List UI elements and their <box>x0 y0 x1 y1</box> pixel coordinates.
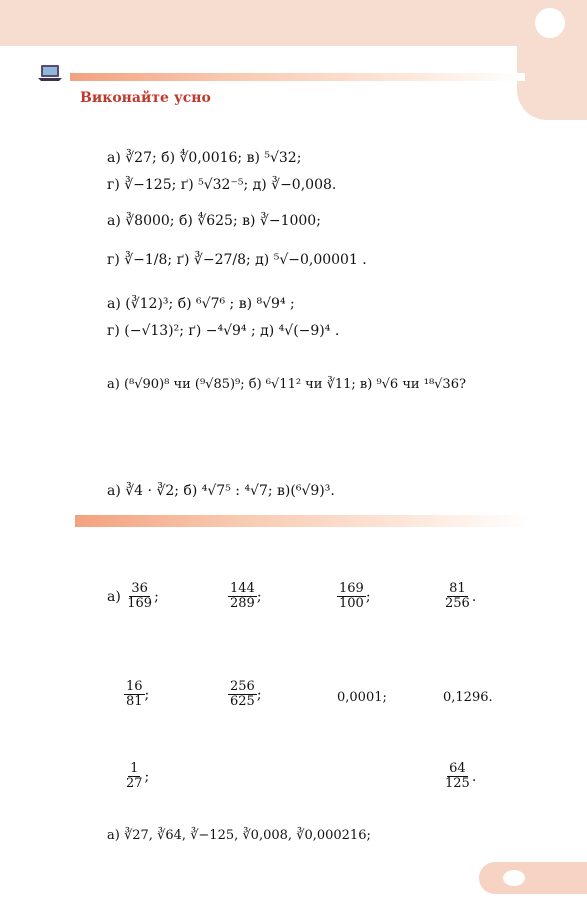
section-band <box>70 73 525 81</box>
fraction: $\frac{144}{289}$ <box>230 581 255 612</box>
page-footer-tab <box>479 862 587 894</box>
fraction: $\frac{256}{625}$ <box>230 679 255 710</box>
decimal-value: 0,1296. <box>443 690 493 705</box>
fraction-item: $\frac{1}{27}$ ; <box>126 761 150 792</box>
fraction-item: $\frac{64}{125}$ . <box>445 761 477 792</box>
fraction-item: $\frac{144}{289}$ ; <box>230 581 262 612</box>
fraction-item: $\frac{16}{81}$ ; <box>126 679 150 710</box>
exercise-line-6: г) (−√13)²; ґ) −⁴√9⁴ ; д) ⁴√(−9)⁴ . <box>107 323 340 339</box>
exercise-line-8: а) ∛4 · ∛2; б) ⁴√7⁵ : ⁴√7; в)(⁶√9)³. <box>107 483 335 499</box>
exercise-line-5: а) (∛12)³; б) ⁶√7⁶ ; в) ⁸√9⁴ ; <box>107 296 295 312</box>
exercise-line-2: г) ∛−125; ґ) ⁵√32⁻⁵; д) ∛−0,008. <box>107 177 337 193</box>
fraction: $\frac{36}{169}$ <box>127 581 153 612</box>
fraction: $\frac{16}{81}$ <box>126 679 143 710</box>
fraction-item: $\frac{81}{256}$ . <box>445 581 477 612</box>
exercise-line-4: г) ∛−1/8; ґ) ∛−27/8; д) ⁵√−0,00001 . <box>107 252 367 268</box>
fraction-row-1: а) $\frac{36}{169}$ ; <box>107 581 159 612</box>
laptop-icon <box>38 64 62 86</box>
footer-dot <box>503 870 525 886</box>
fraction: $\frac{81}{256}$ <box>445 581 470 612</box>
divider-band <box>75 515 530 527</box>
row-label: а) <box>107 588 121 605</box>
exercise-line-7: а) (⁸√90)⁸ чи (⁹√85)⁹; б) ⁶√11² чи ∛11; в) ⁹√6 чи ¹⁸√36? <box>107 377 466 392</box>
fraction: $\frac{169}{100}$ <box>339 581 364 612</box>
decimal-value: 0,0001; <box>337 690 387 705</box>
exercise-line-1: а) ∛27; б) ∜0,0016; в) ⁵√32; <box>107 150 302 166</box>
header-band <box>0 0 587 46</box>
fraction: $\frac{1}{27}$ <box>126 761 143 792</box>
page-dot <box>535 8 565 38</box>
section-title: Виконайте усно <box>80 90 211 106</box>
fraction-item: $\frac{256}{625}$ ; <box>230 679 262 710</box>
exercise-line-3: а) ∛8000; б) ∜625; в) ∛−1000; <box>107 213 321 229</box>
fraction: $\frac{64}{125}$ <box>445 761 470 792</box>
exercise-line-9: а) ∛27, ∛64, ∛−125, ∛0,008, ∛0,000216; <box>107 828 371 843</box>
fraction-item: $\frac{169}{100}$ ; <box>339 581 371 612</box>
